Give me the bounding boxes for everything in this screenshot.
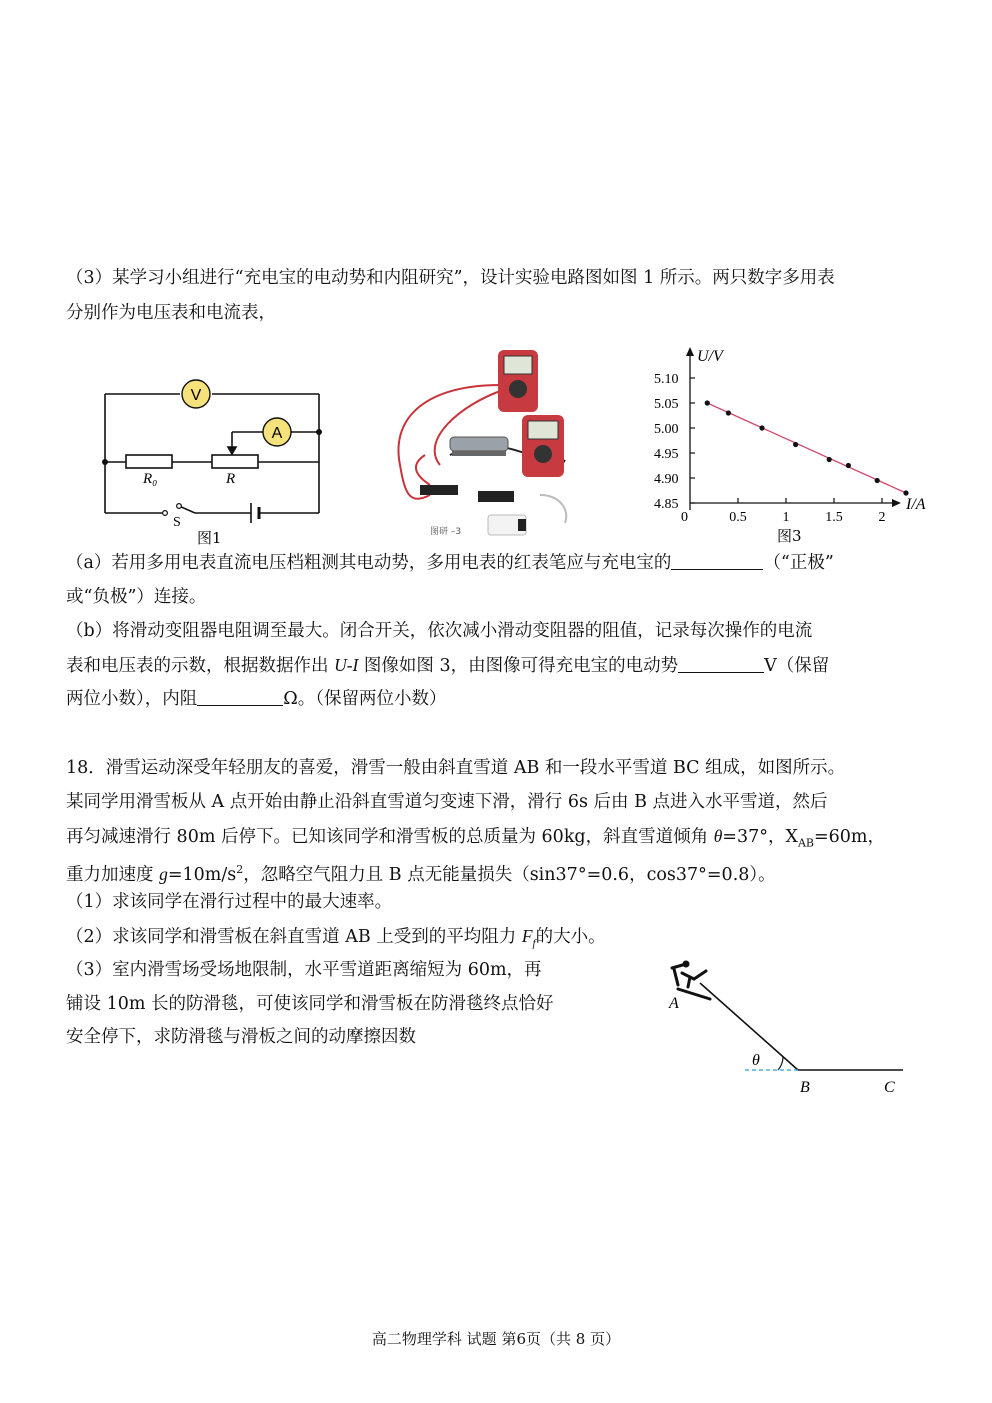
data-point <box>875 478 880 483</box>
question-b-line1: （b）将滑动变阻器电阻调至最大。闭合开关，依次减小滑动变阻器的阻值，记录每次操作的电流 <box>66 621 813 641</box>
r-label: R <box>226 471 236 487</box>
q18-line3-text: 再匀减速滑行 80m 后停下。已知该同学和滑雪板的总质量为 60kg，斜直雪道倾角 <box>66 827 714 847</box>
q18-line4-end: ，忽略空气阻力且 B 点无能量损失（sin37°=0.6，cos37°=0.8）。 <box>243 864 776 885</box>
data-point <box>793 442 798 447</box>
ui-symbol: U-I <box>334 655 359 675</box>
ammeter-label: A <box>271 425 283 442</box>
theta-symbol: θ <box>713 826 723 846</box>
fig3-caption: 图3 <box>777 527 802 545</box>
q18-sub2-text: （2）求该同学和滑雪板在斜直雪道 AB 上受到的平均阻力 <box>66 927 522 947</box>
q18-line3-end: =60m， <box>813 827 885 847</box>
question-b-text-3: 两位小数），内阻 <box>66 689 198 709</box>
origin-label: 0 <box>681 510 688 525</box>
q18-sub3-line1: （3）室内滑雪场受场地限制，水平雪道距离缩短为 60m，再 <box>66 960 542 980</box>
battery-holder-2 <box>478 491 514 502</box>
x-tick-label: 1.5 <box>825 510 843 525</box>
data-point <box>726 410 731 415</box>
rheostat <box>450 437 508 451</box>
fig1-caption: 图1 <box>197 529 222 547</box>
q18-line3 <box>66 824 885 856</box>
answer-blank-terminal[interactable] <box>671 551 763 570</box>
y-axis-label: U/V <box>697 348 723 365</box>
y-tick-label: 4.90 <box>654 472 679 487</box>
question-a-text: （a）若用多用电表直流电压档粗测其电动势，多用电表的红表笔应与充电宝的 <box>66 553 672 573</box>
part3-intro-line1: （3）某学习小组进行“充电宝的电动势和内阻研究”，设计实验电路图如图 1 所示。两只数字多用表 <box>66 268 835 288</box>
voltmeter-label: V <box>190 387 202 404</box>
friction-subscript: f <box>532 937 536 950</box>
question-b-text-2: 图像如图 3，由图像可得充电宝的电动势 <box>358 656 679 676</box>
question-b-unit: V（保留 <box>764 656 830 676</box>
x-tick-label: 1 <box>782 510 790 525</box>
point-a-label: A <box>669 995 679 1012</box>
question-b-line2 <box>66 653 829 678</box>
q18-line3-angle: =37°，X <box>722 827 798 847</box>
q18-line1: 18．滑雪运动深受年轻朋友的喜爱，滑雪一般由斜直雪道 AB 和一段水平雪道 BC 组成，如图所示。 <box>66 758 846 778</box>
data-point <box>846 463 851 468</box>
y-tick-label: 5.00 <box>654 422 679 437</box>
x-tick-label: 0.5 <box>729 510 747 525</box>
q18-sub3-line3: 安全停下，求防滑毯与滑板之间的动摩擦因数 <box>66 1027 416 1047</box>
xab-subscript: AB <box>797 836 814 850</box>
data-point <box>705 400 710 405</box>
r0-label: R₀ <box>143 471 158 487</box>
part3-intro-line2: 分别作为电压表和电流表， <box>66 303 276 323</box>
fig2-caption: 图研 –3 <box>430 527 462 537</box>
y-tick-label: 4.95 <box>654 447 679 462</box>
switch-label: S <box>173 515 181 530</box>
fig1-circuit-diagram <box>95 375 335 550</box>
slope-ab <box>700 983 798 1070</box>
q18-sub3-line2: 铺设 10m 长的防滑毯，可使该同学和滑雪板在防滑毯终点恰好 <box>66 994 554 1014</box>
question-a-line2: 或“负极”）连接。 <box>66 587 207 607</box>
answer-blank-emf[interactable] <box>678 654 764 673</box>
y-tick-label: 4.85 <box>654 497 679 512</box>
fig3-ui-graph <box>640 340 950 550</box>
g-symbol: g <box>159 863 168 884</box>
q18-line4-value: =10m/s <box>167 864 237 885</box>
question-b-unit-2: Ω。（保留两位小数） <box>283 689 447 709</box>
y-tick-label: 5.10 <box>654 372 679 387</box>
data-point <box>759 425 764 430</box>
friction-symbol: F <box>521 926 533 946</box>
q18-line4 <box>66 858 776 887</box>
question-b-text: 表和电压表的示数，根据数据作出 <box>66 656 335 676</box>
question-b-line3 <box>66 687 447 711</box>
fig2-apparatus-photo <box>370 345 595 545</box>
x-axis-label: I/A <box>906 496 926 513</box>
point-b-label: B <box>800 1079 810 1096</box>
skier-icon <box>672 964 710 999</box>
x-tick-label: 2 <box>878 510 886 525</box>
ski-slope-diagram <box>660 955 920 1100</box>
question-a-options: （“正极” <box>763 553 834 573</box>
data-point <box>903 490 908 495</box>
page-footer: 高二物理学科 试题 第6页（共 8 页） <box>371 1330 621 1348</box>
y-tick-label: 5.05 <box>654 397 679 412</box>
data-point <box>827 457 832 462</box>
answer-blank-resistance[interactable] <box>197 687 283 706</box>
q18-line2: 某同学用滑雪板从 A 点开始由静止沿斜直雪道匀变速下滑，滑行 6s 后由 B 点进入水平雪道，然后 <box>66 792 828 812</box>
point-c-label: C <box>884 1079 895 1096</box>
battery-holder-1 <box>420 485 458 495</box>
question-a-line1 <box>66 551 834 575</box>
q18-sub2 <box>66 924 606 956</box>
q18-line4-text: 重力加速度 <box>66 864 160 885</box>
theta-label: θ <box>752 1052 760 1069</box>
q18-sub2-end: 的大小。 <box>535 927 606 947</box>
q18-sub1: （1）求该同学在滑行过程中的最大速率。 <box>66 892 393 912</box>
squared-superscript: 2 <box>236 863 244 876</box>
